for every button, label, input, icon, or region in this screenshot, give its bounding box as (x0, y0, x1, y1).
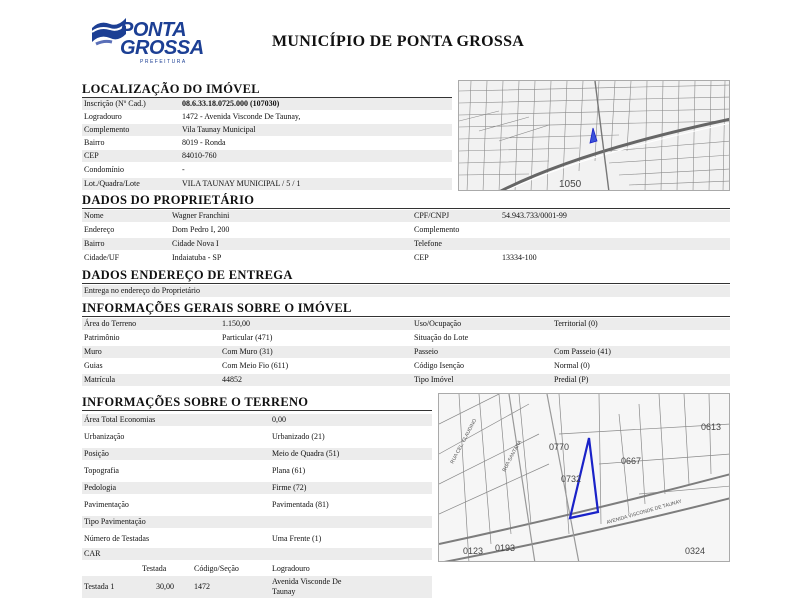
field-label: Matrícula (84, 375, 116, 384)
field-label: Cidade/UF (84, 253, 120, 262)
page-title: MUNICÍPIO DE PONTA GROSSA (272, 33, 525, 50)
field-value: Firme (72) (272, 483, 307, 492)
field-label: Passeio (414, 347, 438, 356)
table-row (82, 318, 730, 330)
lot-detail-map[interactable] (438, 393, 730, 562)
column-header: Logradouro (272, 564, 310, 573)
column-header: Código/Seção (194, 564, 239, 573)
table-row (82, 98, 452, 110)
testada-street-line1: Avenida Visconde De (272, 577, 342, 586)
field-label: Muro (84, 347, 102, 356)
field-value: Predial (P) (554, 375, 589, 384)
table-row (82, 332, 730, 344)
location-map-drawing (459, 81, 730, 191)
field-label: Guias (84, 361, 103, 370)
map-label: 1050 (559, 179, 582, 190)
street-label: AVENIDA VISCONDE DE TAUNAY (605, 498, 683, 526)
field-label: Número de Testadas (84, 534, 150, 543)
field-label: Posição (84, 449, 109, 458)
field-label: Endereço (84, 225, 115, 234)
field-value: Particular (471) (222, 333, 273, 342)
table-row (82, 210, 730, 222)
field-label: Topografia (84, 466, 119, 475)
field-label: Telefone (414, 239, 442, 248)
field-label: Patrimônio (84, 333, 120, 342)
map-label: 0667 (621, 456, 642, 466)
field-value: Meio de Quadra (51) (272, 449, 340, 458)
field-value: Com Meio Fio (611) (222, 361, 289, 370)
delivery-text: Entrega no endereço do Proprietário (84, 286, 200, 295)
field-value: 44852 (222, 375, 242, 384)
table-row (82, 285, 730, 297)
location-map[interactable] (458, 80, 730, 191)
testada-value: 30,00 (156, 582, 174, 591)
table-row (82, 482, 432, 494)
field-label: Área do Terreno (84, 319, 137, 328)
table-row (82, 164, 452, 176)
field-value: Plana (61) (272, 466, 306, 475)
field-label: Condomínio (84, 165, 125, 174)
testada-header-row (82, 563, 432, 575)
field-label: Código Isenção (414, 361, 464, 370)
field-label: Lot./Quadra/Lote (84, 179, 140, 188)
table-row (82, 533, 432, 545)
map-label: 0613 (701, 422, 722, 432)
table-row (82, 448, 432, 460)
field-label: Urbanização (84, 432, 125, 441)
field-label: CEP (84, 151, 99, 160)
logo-text-ponta: PONTA (120, 19, 187, 41)
field-value: 13334-100 (502, 253, 537, 262)
logo-text-prefeitura: PREFEITURA (140, 59, 187, 65)
street-label: RUA SANTANA (501, 439, 524, 473)
field-value: 08.6.33.18.0725.000 (107030) (182, 99, 280, 108)
table-row (82, 548, 432, 560)
field-label: Complemento (414, 225, 460, 234)
lot-detail-map-drawing (439, 394, 730, 562)
field-label: CEP (414, 253, 429, 262)
ponta-grossa-logo (90, 14, 212, 68)
field-label: Situação do Lote (414, 333, 469, 342)
table-row (82, 238, 730, 250)
field-label: Bairro (84, 138, 105, 147)
field-label: Complemento (84, 125, 130, 134)
field-value: Territorial (0) (554, 319, 598, 328)
field-label: Pedologia (84, 483, 116, 492)
field-label: Nome (84, 211, 104, 220)
divider (82, 208, 730, 209)
section-gerais-heading: INFORMAÇÕES GERAIS SOBRE O IMÓVEL (82, 301, 352, 315)
table-row (82, 431, 432, 443)
field-value: Wagner Franchini (172, 211, 230, 220)
field-value: 0,00 (272, 415, 286, 424)
divider (82, 316, 730, 317)
map-label: 0324 (685, 546, 706, 556)
table-row (82, 124, 452, 136)
field-value: Uma Frente (1) (272, 534, 322, 543)
table-row (82, 178, 452, 190)
section-localizacao-heading: LOCALIZAÇÃO DO IMÓVEL (82, 82, 260, 96)
testada-row (82, 576, 432, 598)
field-label: CPF/CNPJ (414, 211, 450, 220)
table-row (82, 150, 452, 162)
field-value: 8019 - Ronda (182, 138, 226, 147)
field-value: Pavimentada (81) (272, 500, 329, 509)
section-entrega-heading: DADOS ENDEREÇO DE ENTREGA (82, 268, 293, 282)
field-value: 1472 - Avenida Visconde De Taunay, (182, 112, 301, 121)
table-row (82, 111, 452, 123)
logo-text-grossa: GROSSA (120, 37, 204, 59)
testada-code: 1472 (194, 582, 210, 591)
field-label: Uso/Ocupação (414, 319, 462, 328)
field-label: Área Total Economias (84, 415, 156, 424)
table-row (82, 374, 730, 386)
street-label: RUA CEL. CLAUDINO (449, 417, 479, 465)
table-row (82, 137, 452, 149)
column-header: Testada (142, 564, 167, 573)
table-row (82, 224, 730, 236)
field-value: Normal (0) (554, 361, 590, 370)
field-value: - (182, 165, 185, 174)
map-label: 0193 (495, 543, 516, 553)
field-label: Tipo Imóvel (414, 375, 454, 384)
section-terreno-heading: INFORMAÇÕES SOBRE O TERRENO (82, 395, 309, 409)
field-value: 1.150,00 (222, 319, 250, 328)
field-label: Inscrição (Nº Cad.) (84, 99, 146, 108)
divider (82, 283, 730, 284)
field-value: Dom Pedro I, 200 (172, 225, 230, 234)
table-row (82, 252, 730, 264)
table-row (82, 516, 432, 528)
divider (82, 410, 432, 411)
map-label: 0123 (463, 546, 484, 556)
field-label: Logradouro (84, 112, 122, 121)
testada-street-line2: Taunay (272, 587, 296, 596)
field-label: Bairro (84, 239, 105, 248)
section-proprietario-heading: DADOS DO PROPRIETÁRIO (82, 193, 255, 207)
field-value: Urbanizado (21) (272, 432, 325, 441)
map-label: 0770 (549, 442, 570, 452)
field-value: Indaiatuba - SP (172, 253, 222, 262)
map-label: 0732 (561, 474, 582, 484)
field-value: Com Muro (31) (222, 347, 273, 356)
table-row (82, 465, 432, 477)
field-value: Com Passeio (41) (554, 347, 611, 356)
table-row (82, 499, 432, 511)
testada-name: Testada 1 (84, 582, 115, 591)
field-value: 54.943.733/0001-99 (502, 211, 567, 220)
field-label: CAR (84, 549, 101, 558)
table-row (82, 346, 730, 358)
field-value: Vila Taunay Municipal (182, 125, 256, 134)
field-value: VILA TAUNAY MUNICIPAL / 5 / 1 (182, 179, 301, 188)
field-label: Pavimentação (84, 500, 129, 509)
field-value: 84010-760 (182, 151, 217, 160)
table-row (82, 360, 730, 372)
field-label: Tipo Pavimentação (84, 517, 146, 526)
field-value: Cidade Nova I (172, 239, 219, 248)
table-row (82, 414, 432, 426)
